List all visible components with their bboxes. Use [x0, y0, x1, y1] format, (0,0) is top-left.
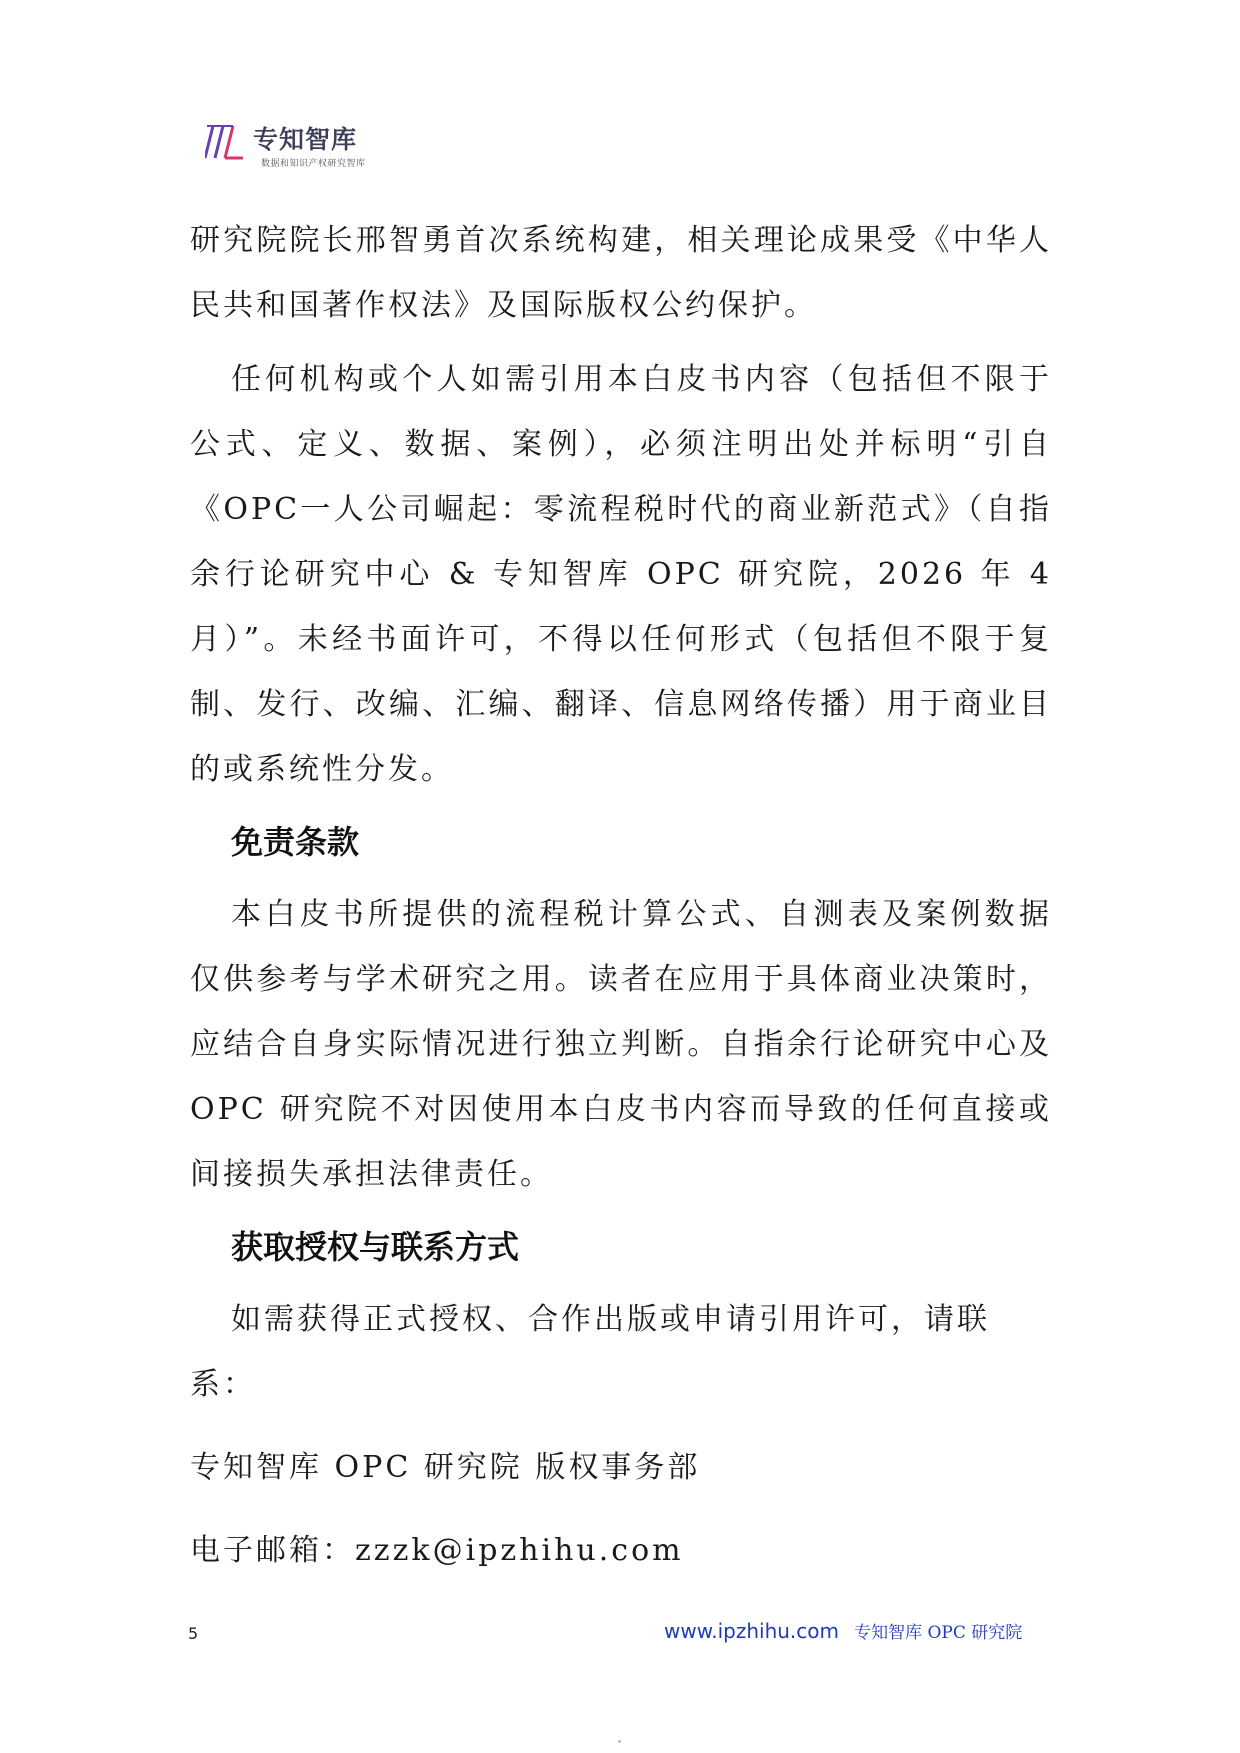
- logo-tagline: 数据和知识产权研究智库: [261, 159, 366, 169]
- logo-zl-icon: [205, 122, 245, 162]
- paragraph-citation-terms: 任何机构或个人如需引用本白皮书内容（包括但不限于公式、定义、数据、案例），必须注明出处并标明“引自《OPC一人公司崛起：零流程税时代的商业新范式》（自指余行论研究中心 & 专知智库 OPC 研究院，2026 年 4 月）”。未经书面许可，不得以任何形式（包括但不限于复制、发行、改编、汇编、翻译、信息网络传播）用于商业目的或系统性分发。: [190, 362, 1052, 787]
- paragraph-contact-intro: 如需获得正式授权、合作出版或申请引用许可，请联系：: [190, 1302, 990, 1402]
- contact-department: 专知智库 OPC 研究院 版权事务部: [190, 1450, 701, 1485]
- heading-contact: 获取授权与联系方式: [231, 1228, 520, 1266]
- page-marker-dot: [618, 1740, 621, 1743]
- logo-name: 专知智库: [253, 125, 358, 154]
- footer-organization: 专知智库 OPC 研究院: [854, 1623, 1023, 1643]
- paragraph-copyright-basis: 研究院院长邢智勇首次系统构建，相关理论成果受《中华人民共和国著作权法》及国际版权公约保护。: [190, 223, 1052, 323]
- page-number: 5: [188, 1624, 199, 1643]
- logo: [205, 118, 405, 170]
- document-body: [190, 208, 1052, 1601]
- footer-links: [664, 1618, 1022, 1643]
- paragraph-disclaimer: 本白皮书所提供的流程税计算公式、自测表及案例数据仅供参考与学术研究之用。读者在应用于具体商业决策时，应结合自身实际情况进行独立判断。自指余行论研究中心及OPC 研究院不对因使用本白皮书内容而导致的任何直接或间接损失承担法律责任。: [190, 897, 1052, 1192]
- footer-website-link[interactable]: www.ipzhihu.com: [664, 1619, 839, 1643]
- heading-disclaimer: 免责条款: [231, 823, 360, 861]
- contact-email: 电子邮箱：zzzk@ipzhihu.com: [190, 1533, 684, 1568]
